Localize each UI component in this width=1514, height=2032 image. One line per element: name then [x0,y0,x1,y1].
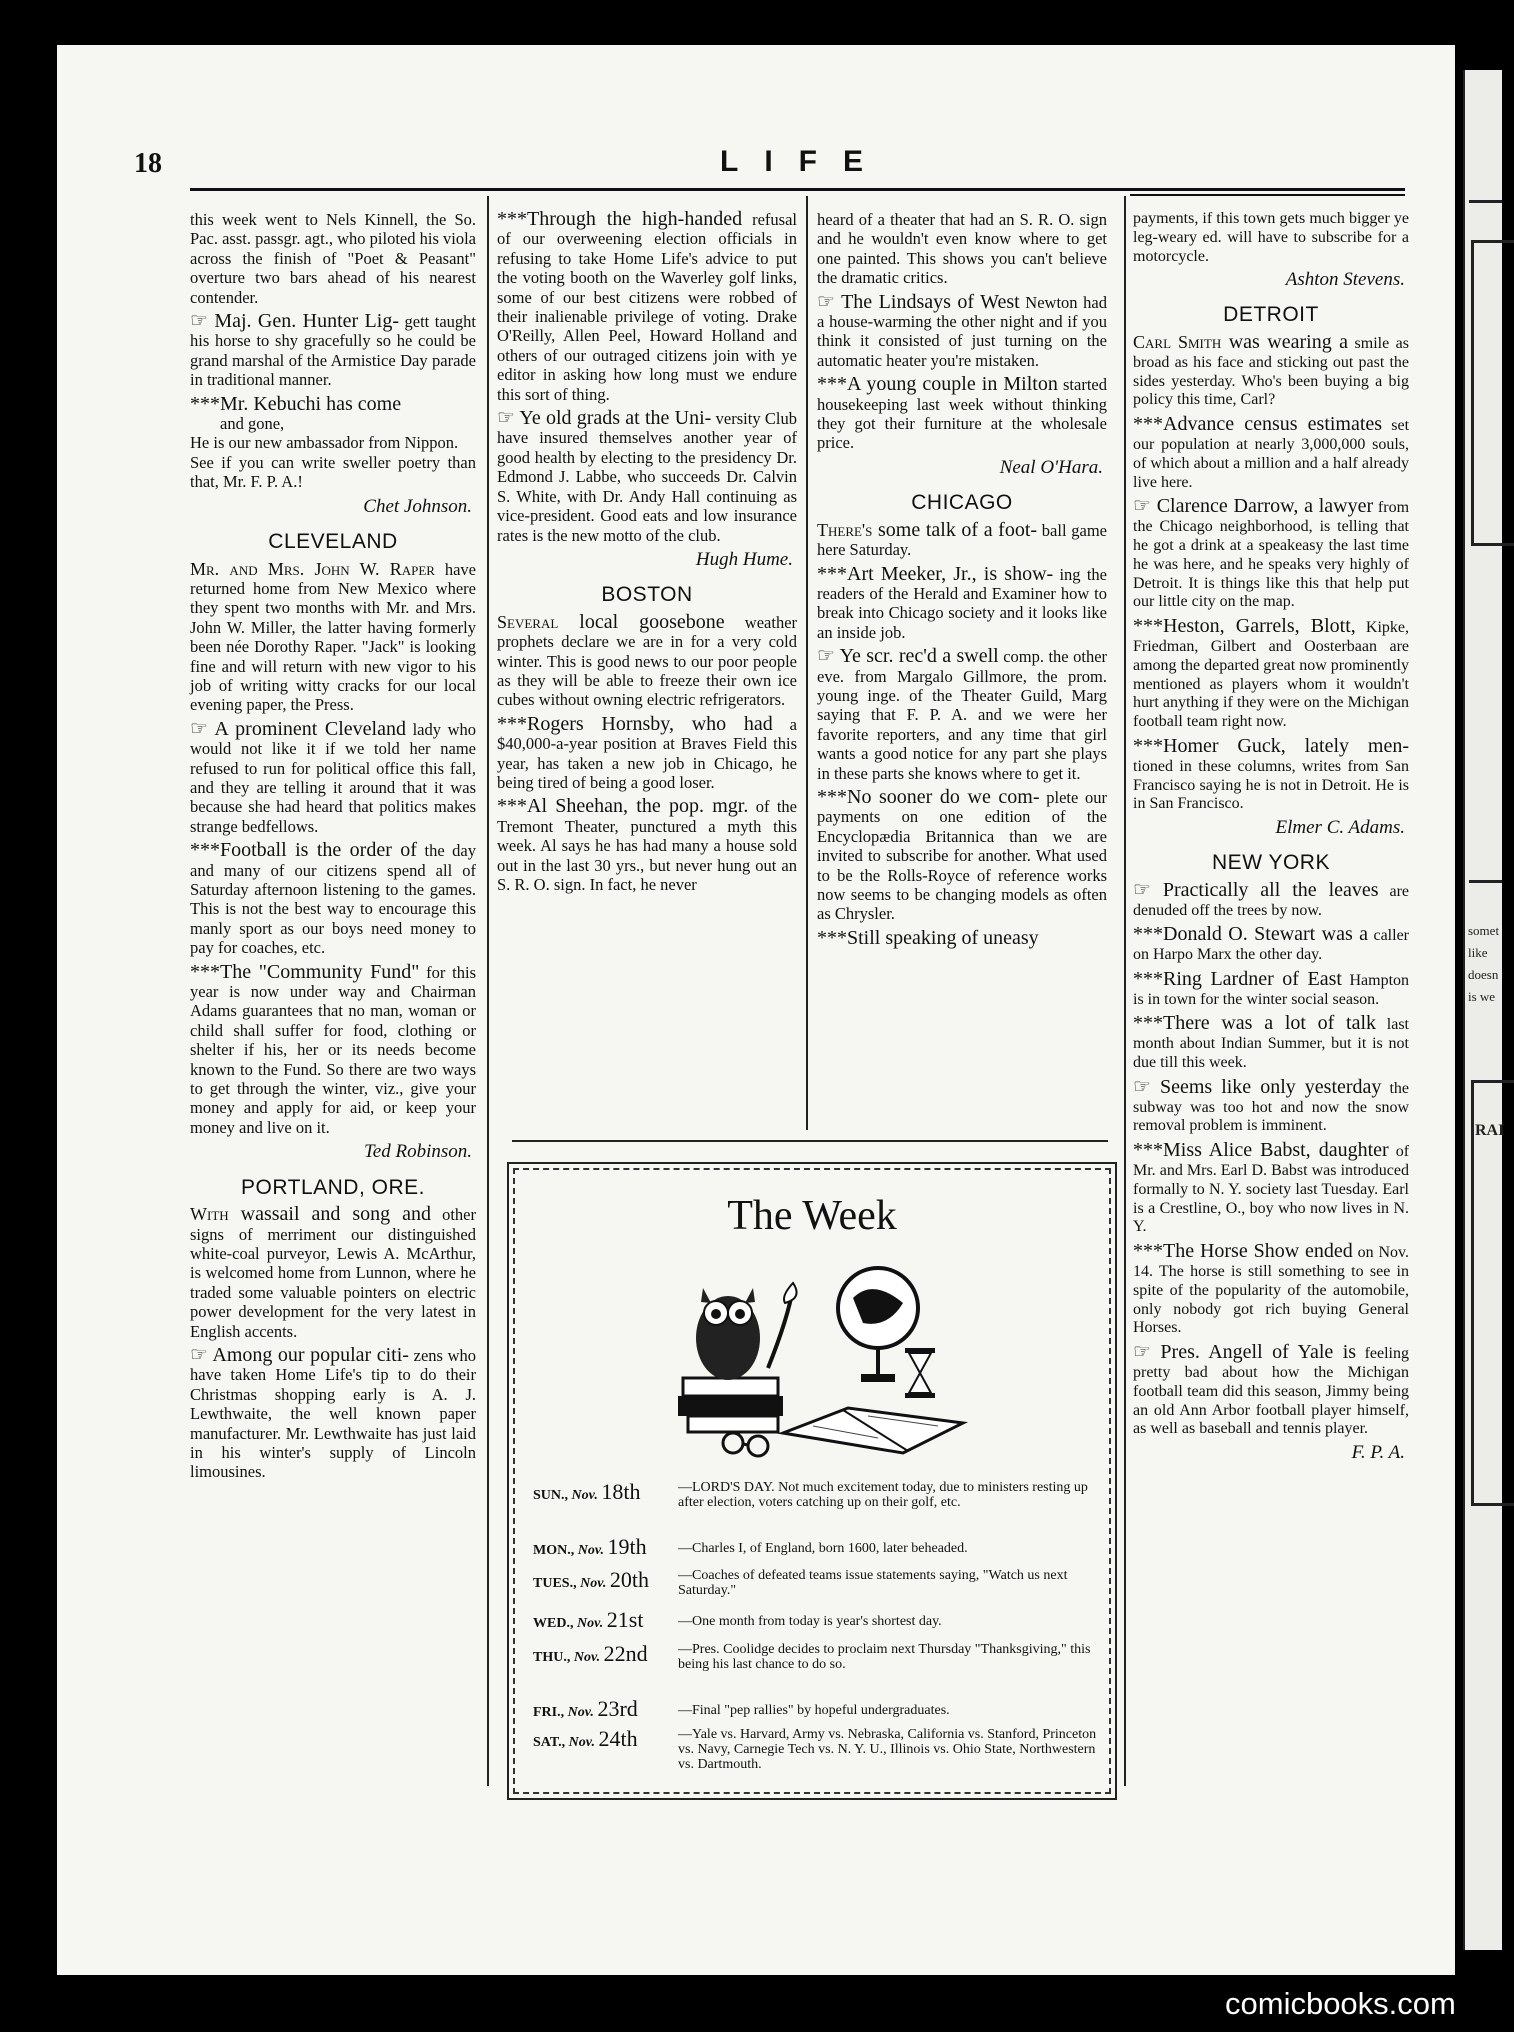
paragraph-body: set our population at nearly 3,000,000 souls, of which about a million and a half already live here. [1133,417,1410,491]
paragraph [1133,925,1409,965]
weekday: SUN., [533,1488,569,1503]
paragraph-lead: ***Homer Guck, lately men- [1133,734,1409,757]
cartoon-frame [1471,1080,1514,1506]
paragraph-lead: ***Through the high-handed [497,208,743,230]
hand-icon: ☞ [1133,1341,1161,1364]
site-watermark: comicbooks.com [1225,1986,1456,2021]
paragraph [497,210,797,404]
cut-text: doesn [1468,967,1499,982]
paragraph-lead: Maj. Gen. Hunter Lig- [214,310,399,333]
paragraph [817,375,1107,453]
date: 22nd [603,1641,648,1666]
paragraph [497,712,797,793]
paragraph-lead: local goosebone [558,610,725,633]
small-caps: Several [497,611,559,632]
date: 21st [606,1607,644,1632]
paragraph-lead: ***Donald O. Stewart was a [1133,923,1369,946]
paragraph-body: tioned in these columns, writes from San Francisco saying he is not in Detroit. He is in San Francisco. [1133,757,1409,813]
paragraph [1133,878,1409,921]
column-rule [1124,196,1126,1786]
paragraph [497,409,797,545]
paragraph [1133,967,1410,1010]
paragraph-body: comp. the other eve. from Margalo Gillmore, the prom. young inge. of the Theater Guild, Marg saying that F. P. A. and we were her favorite reporters, and any time that girl wants a good notice for any part she plays in these parts she knows where to get it. [817,647,1108,783]
paragraph [497,797,797,894]
paragraph [190,960,476,1138]
header-rule [190,188,1405,191]
cut-text: like [1468,945,1488,960]
hand-icon: ☞ [190,717,215,740]
owl-globe-books-illustration [673,1258,973,1458]
section-heading: DETROIT [1223,303,1319,327]
week-entry: —Pres. Coolidge decides to proclaim next Thursday "Thanksgiving," this being his last chance to do so. [678,1642,1091,1672]
poem-line: See if you can write sweller poetry than that, Mr. F. P. A.! [190,452,476,492]
paragraph-lead: ***Art Meeker, Jr., is show- [817,562,1054,585]
paragraph-body: of Mr. and Mrs. Earl D. Babst was introduced formally to N. Y. society last Tuesday. Earl is a Crestline, O., boy who now lives in N. Y. [1133,1143,1410,1236]
paragraph [1133,415,1409,492]
paragraph-lead: ***Mr. Kebuchi has come [190,392,402,415]
paragraph-body: from the Chicago neighborhood, is telling that he got a drink at a speakeasy the last time he was here, and he speaks very highly of Detroit. It is things like this that help put our little city on the map. [1133,499,1410,611]
paragraph-body: feeling pretty bad about how the Michigan football team did this season, Jimmy being an old Ann Arbor football player himself, as well as baseball and tennis player. [1133,1345,1409,1438]
weekday: WED., [533,1616,574,1631]
paragraph-body: zens who have taken Home Life's tip to do their Christmas shopping early is A. J. Lewthwaite, the well known paper manufacturer. Mr. Lewthwaite has just laid in his winter's supply of Lincoln limousines. [190,1345,477,1482]
paragraph-lead: ***The "Community Fund" [190,960,420,983]
column-2 [497,210,797,899]
cartoon-text: RAI [1475,1122,1505,1139]
week-title: The Week [727,1193,897,1239]
small-caps: Carl Smith [1133,331,1222,352]
paragraph [817,647,1107,783]
small-caps: Mr. and Mrs. John W. Raper [190,558,435,579]
paragraph-lead: Among our popular citi- [212,1343,409,1366]
month: Nov. [580,1576,607,1591]
date: 19th [607,1534,647,1559]
section-heading: CHICAGO [911,491,1013,515]
paragraph [1133,1075,1409,1136]
paragraph [1133,1141,1409,1237]
week-entry: —One month from today is year's shortest day. [678,1614,942,1629]
paragraph [1133,1242,1409,1338]
paragraph [817,562,1108,643]
signature: Ted Robinson. [363,1141,472,1163]
paragraph [1133,1014,1409,1072]
adjacent-page-edge [1463,70,1505,1950]
paragraph-lead: Seems like only yesterday [1159,1075,1382,1098]
paragraph-lead: ***Still speaking of uneasy [817,926,1039,949]
section-heading: BOSTON [601,583,693,607]
paragraph [190,717,477,836]
paragraph-lead: The Lindsays of West [841,290,1020,313]
section-rule [512,1140,1108,1142]
weekday: TUES., [533,1576,577,1591]
section-heading: PORTLAND, ORE. [241,1175,425,1199]
column-rule [487,196,489,1786]
paragraph-lead: A prominent Cleveland [214,717,406,740]
paragraph-lead: some talk of a foot- [872,518,1038,541]
date: 23rd [597,1696,638,1721]
date: 20th [609,1567,650,1592]
cut-text: somet [1468,923,1500,938]
small-caps: With [190,1204,229,1225]
paragraph [190,841,476,957]
paragraph [1133,497,1409,612]
paragraph-lead: ***Miss Alice Babst, daughter [1133,1139,1389,1162]
date: 18th [601,1479,641,1504]
paragraph-body: ing the readers of the Herald and Examiner how to break into Chicago society and it looks like an inside job. [817,564,1108,642]
paragraph-body: plete our payments on one edition of the Encyclopædia Britannica than we are invited to subscribe for another. What used to be the Rolls-Royce of reference works now seems to be changing models as often as Chrysler. [817,787,1108,924]
paragraph-body: are denuded off the trees by now. [1133,882,1409,919]
month: Nov. [571,1488,598,1503]
paragraph-lead: wassail and song and [228,1203,431,1226]
hand-icon: ☞ [1133,495,1157,518]
paragraph-body: on Nov. 14. The horse is still something to see in spite of the popularity of the automobile, only nobody got rich buying General Horses. [1133,1244,1409,1337]
signature: Hugh Hume. [695,548,793,570]
paragraph-lead: ***Heston, Garrels, Blott, [1133,615,1356,638]
paragraph-lead: Clarence Darrow, a lawyer [1156,495,1374,518]
week-entry: —Coaches of defeated teams issue statements saying, "Watch us next Saturday." [678,1568,1068,1598]
paragraph [1133,330,1409,410]
month: Nov. [568,1735,595,1750]
paragraph [190,560,476,715]
cartoon-frame [1471,240,1514,546]
hand-icon: ☞ [1133,1075,1160,1098]
paragraph-lead: ***Rogers Hornsby, who had [497,712,773,735]
column-3 [817,210,1107,953]
paragraph-lead: ***There was a lot of talk [1133,1012,1377,1035]
paragraph-body: of the Tremont Theater, punctured a myth this week. Al says he has had many a house sold out in the last 30 yrs., but never hung out an S. R. O. sign. In fact, he never [497,797,798,894]
paragraph [190,392,476,492]
hand-icon: ☞ [190,310,215,333]
paragraph-body: Hampton is in town for the winter social season. [1133,971,1410,1008]
paragraph-lead: ***Advance census estimates [1133,413,1383,436]
month: Nov. [573,1650,601,1665]
section-heading: NEW YORK [1212,850,1330,874]
paragraph [1133,734,1409,814]
column-1 [190,210,476,1487]
month: Nov. [576,1616,604,1631]
paragraph-body: lady who would not like it if we told her name refused to run for political office this fall, and they are telling it around that it was because she had heard that politics makes strange bedfellows. [190,719,477,836]
paragraph-body: refusal of our overweening election officials in refusing to take Home Life's advice to put the voting booth on the Waverley golf links, some of our best citizens were robbed of their inalienable privilege of voting. Drake O'Reilly, Allen Peel, Howard Holland and others of our outraged citizens join with ye editor in asking how long must we endure this sort of thing. [497,210,798,404]
page-number: 18 [134,148,162,179]
running-head: LIFE [720,145,889,178]
weekday: SAT., [533,1735,566,1750]
paragraph-lead: ***No sooner do we com- [817,785,1040,808]
poem-line: and gone, [220,414,285,434]
signature: F. P. A. [1351,1442,1405,1464]
paragraph [817,785,1108,924]
hand-icon: ☞ [817,290,842,313]
signature: Chet Johnson. [363,495,472,517]
column-4 [1133,210,1409,1473]
divider [1469,880,1502,883]
paragraph-lead: ***Ring Lardner of East [1133,967,1342,990]
paragraph-lead: ***A young couple in Milton [817,373,1058,396]
paragraph [1133,617,1409,732]
small-caps: There's [817,519,873,540]
paragraph-lead: ***Al Sheehan, the pop. mgr. [497,795,749,818]
paragraph-body: for this year is now under way and Chairman Adams guarantees that no man, woman or child shall suffer for food, clothing or shelter if his, her or its needs become known to the Fund. So there are two ways to get through the winter, viz., give your money and apply for aid, or keep your money and live on it. [190,962,476,1137]
paragraph: heard of a theater that had an S. R. O. sign and he wouldn't even know where to get one painted. This shows you can't believe the dramatic critics. [817,210,1107,288]
paragraph-body: the day and many of our citizens spend all of Saturday afternoon listening to the games. This is not the best way to encourage this manly sport as our boys need money to pay for coaches, etc. [190,841,476,958]
signature: Elmer C. Adams. [1275,817,1405,839]
paragraph: this week went to Nels Kinnell, the So. Pac. asst. passgr. agt., who piloted his viola across the finish of "Poet & Peasant" overture two bars ahead of his nearest contender. [190,210,476,307]
weekday: FRI., [533,1705,565,1720]
paragraph-body: Kipke, Friedman, Gilbert and Oosterbaan are among the departed great now prominently mentioned as players whom it wouldn't hurt anything if they were on the Michigan football team right now. [1133,619,1410,731]
hand-icon: ☞ [497,407,520,430]
paragraph-body: last month about Indian Summer, but it is not due till this week. [1133,1016,1409,1072]
paragraph-lead: Ye old grads at the Uni- [519,407,712,430]
paragraph: payments, if this town gets much bigger ye leg-weary ed. will have to subscribe for a motorcycle. [1133,210,1409,265]
paragraph [817,926,1107,949]
paragraph-body: gett taught his horse to shy gracefully so he could be grand marshal of the Armistice Day parade in traditional manner. [190,312,477,390]
paragraph-body: smile as broad as his face and sticking out past the sides yesterday. Who's been buying a big policy this time, Carl? [1133,334,1409,409]
weekday: MON., [533,1543,575,1558]
paragraph [817,290,1107,371]
paragraph-body: other signs of merriment our distinguished white-coal purveyor, Lewis A. McArthur, is welcomed home from Lunnon, where he traded some valuable pointers on electric power development for the very latest in English accents. [190,1205,476,1341]
signature: Neal O'Hara. [999,456,1103,478]
paragraph-lead: ***Football is the order of [190,839,417,862]
paragraph-body: a $40,000-a-year position at Braves Field this year, has taken a new job in Chicago, he being tired of being a good loser. [497,714,797,792]
paragraph-body: Newton had a house-warming the other night and if you think it consisted of just turning on the automatic heater you're mistaken. [817,292,1107,370]
weekday: THU., [533,1650,571,1665]
paragraph [497,610,798,710]
paragraph [190,1343,477,1482]
cut-text: is we [1468,989,1496,1004]
paragraph [190,312,476,390]
paragraph-lead: Pres. Angell of Yale is [1160,1341,1357,1364]
hand-icon: ☞ [1133,878,1163,901]
poem-line: He is our new ambassador from Nippon. [190,433,459,453]
the-week-box [513,1168,1111,1794]
week-entry: —Final "pep rallies" by hopeful undergraduates. [678,1703,950,1718]
month: Nov. [577,1543,605,1558]
paragraph-body: have returned home from New Mexico where they spent two months with Mr. and Mrs. John W. Miller, the latter having formerly been née Dorothy Raper. "Jack" is looking fine and will return with new vigor to his job of writing witty cracks for our local evening paper, the Press. [190,559,476,715]
divider [1469,200,1502,203]
hand-icon: ☞ [190,1343,213,1366]
paragraph-body: caller on Harpo Marx the other day. [1133,927,1409,964]
paragraph-lead: Ye scr. rec'd a swell [839,645,999,668]
paragraph-lead: ***The Horse Show ended [1133,1240,1353,1263]
paragraph [190,1205,476,1341]
week-entry: —LORD'S DAY. Not much excitement today, due to ministers resting up after election, voters catching up on their golf, etc. [678,1480,1088,1510]
header-rule-double [1130,194,1405,196]
paragraph-body: versity Club have insured themselves another year of good health by electing to the presidency Dr. Edmond J. Labbe, who succeeds Dr. Calvin S. White, with Dr. Andy Hall continuing as vice-president. Good eats and low insurance rates is the new motto of the club. [497,409,798,545]
paragraph [817,518,1107,560]
paragraph-lead: Practically all the leaves [1162,878,1379,901]
paragraph-lead: was wearing a [1221,330,1349,353]
week-entry: —Yale vs. Harvard, Army vs. Nebraska, California vs. Stanford, Princeton vs. Navy, Carnegie Tech vs. N. Y. U., Illinois vs. Ohio State, Northwestern vs. Dartmouth. [678,1727,1097,1772]
paragraph [1133,1343,1409,1439]
paragraph-body: weather prophets declare we are in for a very cold winter. This is good news to our poor people as they will be able to freeze their own ice cubes without owning electric refrigerators. [497,612,798,710]
column-rule [806,196,808,1130]
date: 24th [598,1726,638,1751]
section-heading: CLEVELAND [268,530,398,554]
paragraph-body: the subway was too hot and now the snow removal problem is imminent. [1133,1079,1409,1135]
paragraph-body: ball game here Saturday. [817,520,1107,560]
paragraph-body: started housekeeping last week without thinking they got their furniture at the wholesale price. [817,375,1107,453]
month: Nov. [567,1705,594,1720]
week-entry: —Charles I, of England, born 1600, later beheaded. [678,1541,968,1556]
signature: Ashton Stevens. [1285,269,1405,291]
hand-icon: ☞ [817,645,840,668]
